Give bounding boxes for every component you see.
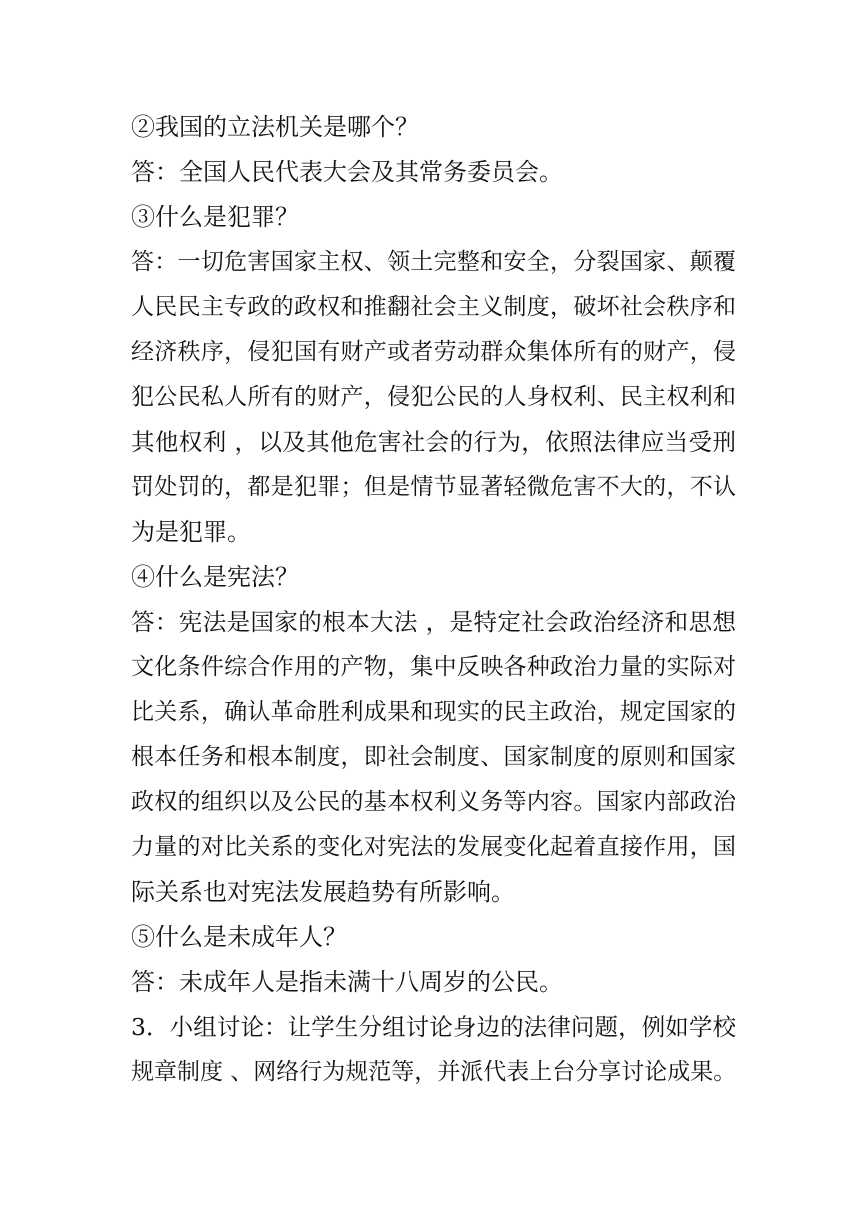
group-discussion-line-2: 规章制度 、网络行为规范等，并派代表上台分享讨论成果。 — [131, 1059, 737, 1085]
answer-4-line-6: 力量的对比关系的变化对宪法的发展变化起着直接作用，国 — [131, 834, 736, 860]
answer-2: 答：全国人民代表大会及其常务委员会。 — [131, 158, 563, 186]
answer-5: 答：未成年人是指未满十八周岁的公民。 — [131, 968, 563, 996]
answer-4-line-4: 根本任务和根本制度，即社会制度、国家制度的原则和国家 — [131, 744, 736, 770]
answer-3-line-2: 人民民主专政的政权和推翻社会主义制度，破坏社会秩序和 — [131, 294, 736, 320]
question-3: ③什么是犯罪？ — [131, 203, 299, 231]
group-discussion-line-1: 3．小组讨论：让学生分组讨论身边的法律问题，例如学校 — [131, 1013, 736, 1041]
answer-3-line-5: 其他权利 ，以及其他危害社会的行为，依照法律应当受刑 — [131, 428, 736, 456]
question-2: ②我国的立法机关是哪个？ — [131, 113, 419, 141]
answer-3-line-1: 答：一切危害国家主权、领土完整和安全，分裂国家、颠覆 — [131, 249, 736, 275]
question-5: ⑤什么是未成年人？ — [131, 923, 347, 951]
answer-4-line-5: 政权的组织以及公民的基本权利义务等内容。国家内部政治 — [131, 789, 736, 815]
answer-4-line-7: 际关系也对宪法发展趋势有所影响。 — [131, 878, 515, 906]
answer-3-line-3: 经济秩序，侵犯国有财产或者劳动群众集体所有的财产，侵 — [131, 339, 736, 365]
answer-3-line-4: 犯公民私人所有的财产，侵犯公民的人身权利、民主权利和 — [131, 384, 736, 410]
answer-3-line-6: 罚处罚的，都是犯罪；但是情节显著轻微危害不大的，不认 — [131, 474, 736, 500]
answer-4-line-1: 答：宪法是国家的根本大法 ，是特定社会政治经济和思想 — [131, 608, 736, 636]
answer-3-line-7: 为是犯罪。 — [131, 518, 251, 546]
answer-4-line-2: 文化条件综合作用的产物，集中反映各种政治力量的实际对 — [131, 654, 736, 680]
question-4: ④什么是宪法？ — [131, 563, 299, 591]
answer-4-line-3: 比关系，确认革命胜利成果和现实的民主政治，规定国家的 — [131, 699, 736, 725]
